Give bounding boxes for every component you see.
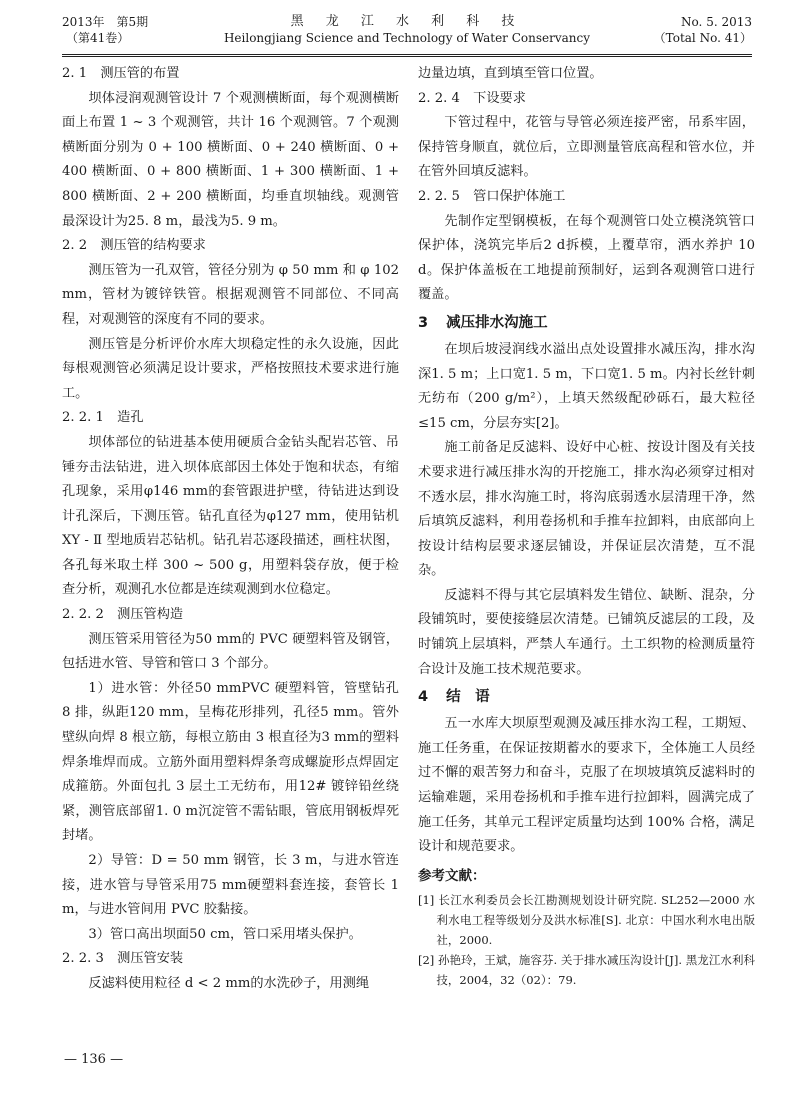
page-number: — 136 — (64, 1052, 124, 1067)
section-heading: 2. 2. 3 测压管安装 (62, 951, 184, 967)
section-heading: 2. 1 测压管的布置 (62, 66, 180, 81)
header-rule-bottom (62, 56, 752, 57)
chapter-number: 4 (418, 689, 429, 706)
paragraph: 先制作定型钢模板，在每个观测管口处立模浇筑管口保护体，浇筑完毕后2 d拆模，上覆草帘，洒水养护 10 d。保护体盖板在工地提前预制好，运到各观测管口进行覆盖。 (418, 213, 755, 303)
section-heading: 2. 2. 1 造孔 (62, 410, 144, 426)
chapter-number: 3 (418, 314, 429, 331)
reference-item: [2] 孙艳玲，王斌，施容芬. 关于排水减压沟设计[J]. 黑龙江水利科技，2004，32（02）：79. (418, 952, 755, 987)
section-heading: 2. 2 测压管的结构要求 (62, 238, 206, 254)
section-heading: 2. 2. 5 管口保护体施工 (418, 188, 566, 204)
paragraph: 五一水库大坝原型观测及减压排水沟工程，工期短、施工任务重，在保证按期蓄水的要求下，全体施工人员经过不懈的艰苦努力和奋斗，克服了在坝坡填筑反滤料时的运输难题，采用卷扬机和手推车进行拉卸料，圆满完成了施工任务，其单元工程评定质量均达到 100% 合格，满足设计和规范要求。 (418, 716, 755, 855)
paragraph: 反滤料不得与其它层填料发生错位、缺断、混杂，分段铺筑时，要使接缝层次清楚。已铺筑反滤层的工段，及时铺筑上层填料，严禁人车通行。土工织物的检测质量符合设计及施工技术规范要求。 (418, 587, 755, 677)
references-heading: 参考文献： (418, 867, 486, 884)
paragraph: 测压管采用管径为50 mm的 PVC 硬塑料管及钢管，包括进水管、导管和管口 3 个部分。 (62, 631, 399, 672)
paragraph: 下管过程中，花管与导管必须连接严密，吊系牢固，保持管身顺直，就位后，立即测量管底高程和管水位，并在管外回填反滤料。 (418, 115, 755, 180)
chapter-heading (418, 308, 755, 338)
chapter-title: 结 语 (446, 689, 490, 706)
chapter-heading (418, 682, 755, 712)
paragraph: 3）管口高出坝面50 cm，管口采用堵头保护。 (88, 926, 362, 942)
paragraph: 测压管为一孔双管，管径分别为 φ 50 mm 和 φ 102 mm，管材为镀锌铁管。根据观测管不同部位、不同高程，对观测管的深度有不同的要求。 (62, 262, 399, 327)
journal-title-en: Heilongjiang Science and Technology of Water Conservancy (223, 31, 591, 45)
running-header (62, 14, 752, 54)
total-no: （Total No. 41） (653, 31, 752, 45)
journal-title (62, 14, 752, 46)
paragraph: 施工前备足反滤料、设好中心桩、按设计图及有关技术要求进行减压排水沟的开挖施工，排水沟必须穿过相对不透水层，排水沟施工时，将沟底弱透水层清理干净，然后填筑反滤料，利用卷扬机和手推车拉卸料，由底部向上按设计结构层要求逐层铺设，并保证层次清楚，互不混杂。 (418, 440, 755, 579)
section-heading: 2. 2. 2 测压管构造 (62, 607, 184, 623)
paragraph: 反滤料使用粒径 d < 2 mm的水洗砂子，用测绳 (88, 975, 370, 991)
volume: （第41卷） (66, 31, 130, 45)
paragraph: 2）导管：D = 50 mm 钢管，长 3 m，与进水管连接，进水管与导管采用75 mm硬塑料套连接，套管长 1 m，与进水管间用 PVC 胶黏接。 (62, 853, 399, 918)
header-rule-top (62, 54, 752, 55)
issue-number (654, 14, 752, 46)
section-heading: 2. 2. 4 下设要求 (418, 90, 526, 106)
chapter-title: 减压排水沟施工 (446, 314, 548, 331)
left-column (62, 62, 399, 997)
paragraph: 坝体部位的钻进基本使用硬质合金钻头配岩芯管、吊锤夯击法钻进，进入坝体底部因土体处于饱和状态，有缩孔现象，采用φ146 mm的套管跟进护壁，待钻进达到设计孔深后，下测压管。钻孔直径为φ127 mm，使用钻机 XY - Ⅱ 型地质岩芯钻机。钻孔岩芯逐段描述，画柱状图，各孔每米取土样 300 ~ 500 g，用塑料袋存放，便于检查分析，观测孔水位都是连续观测到水位稳定。 (62, 434, 399, 598)
paragraph: 测压管是分析评价水库大坝稳定性的永久设施，因此每根观测管必须满足设计要求，严格按照技术要求进行施工。 (62, 336, 399, 401)
journal-title-cn: 黑 龙 江 水 利 科 技 (290, 14, 524, 29)
reference-item: [1] 长江水利委员会长江勘测规划设计研究院. SL252—2000 水利水电工程等级划分及洪水标准[S]. 北京：中国水利水电出版社，2000. (418, 892, 755, 947)
paragraph: 在坝后坡浸润线水溢出点处设置排水减压沟，排水沟深1. 5 m；上口宽1. 5 m，下口宽1. 5 m。内衬长丝针刺无纺布（200 g/m²），上填天然级配砂砾石，最大粒径≤15 cm，分层夯实[2]。 (418, 341, 755, 431)
paragraph-continued: 边量边填，直到填至管口位置。 (418, 66, 603, 81)
right-column (418, 62, 755, 990)
paragraph: 坝体浸润观测管设计 7 个观测横断面，每个观测横断面上布置 1 ~ 3 个观测管，共计 16 个观测管。7 个观测横断面分别为 0 + 100 横断面、0 + 240 横断面、0 + 400 横断面、0 + 800 横断面、1 + 300 横断面、1 + 800 横断面、2 + 200 横断面，均垂直坝轴线。观测管最深设计为25. 8 m，最浅为5. 9 m。 (62, 90, 399, 229)
paragraph: 1）进水管：外径50 mmPVC 硬塑料管，管壁钻孔 8 排，纵距120 mm，呈梅花形排列，孔径5 mm。管外壁纵向焊 8 根立筋，每根立筋由 3 根直径为3 mm的塑料焊条堆焊而成。立筋外面用塑料焊条弯成螺旋形点焊固定成箍筋。外面包扎 3 层土工无纺布，用12# 镀锌铅丝绕紧，测管底部留1. 0 m沉淀管不需钻眼，管底用钢板焊死封堵。 (62, 680, 399, 844)
issue-no: No. 5. 2013 (681, 15, 752, 29)
issue-year: 2013年 第5期 (62, 15, 149, 29)
